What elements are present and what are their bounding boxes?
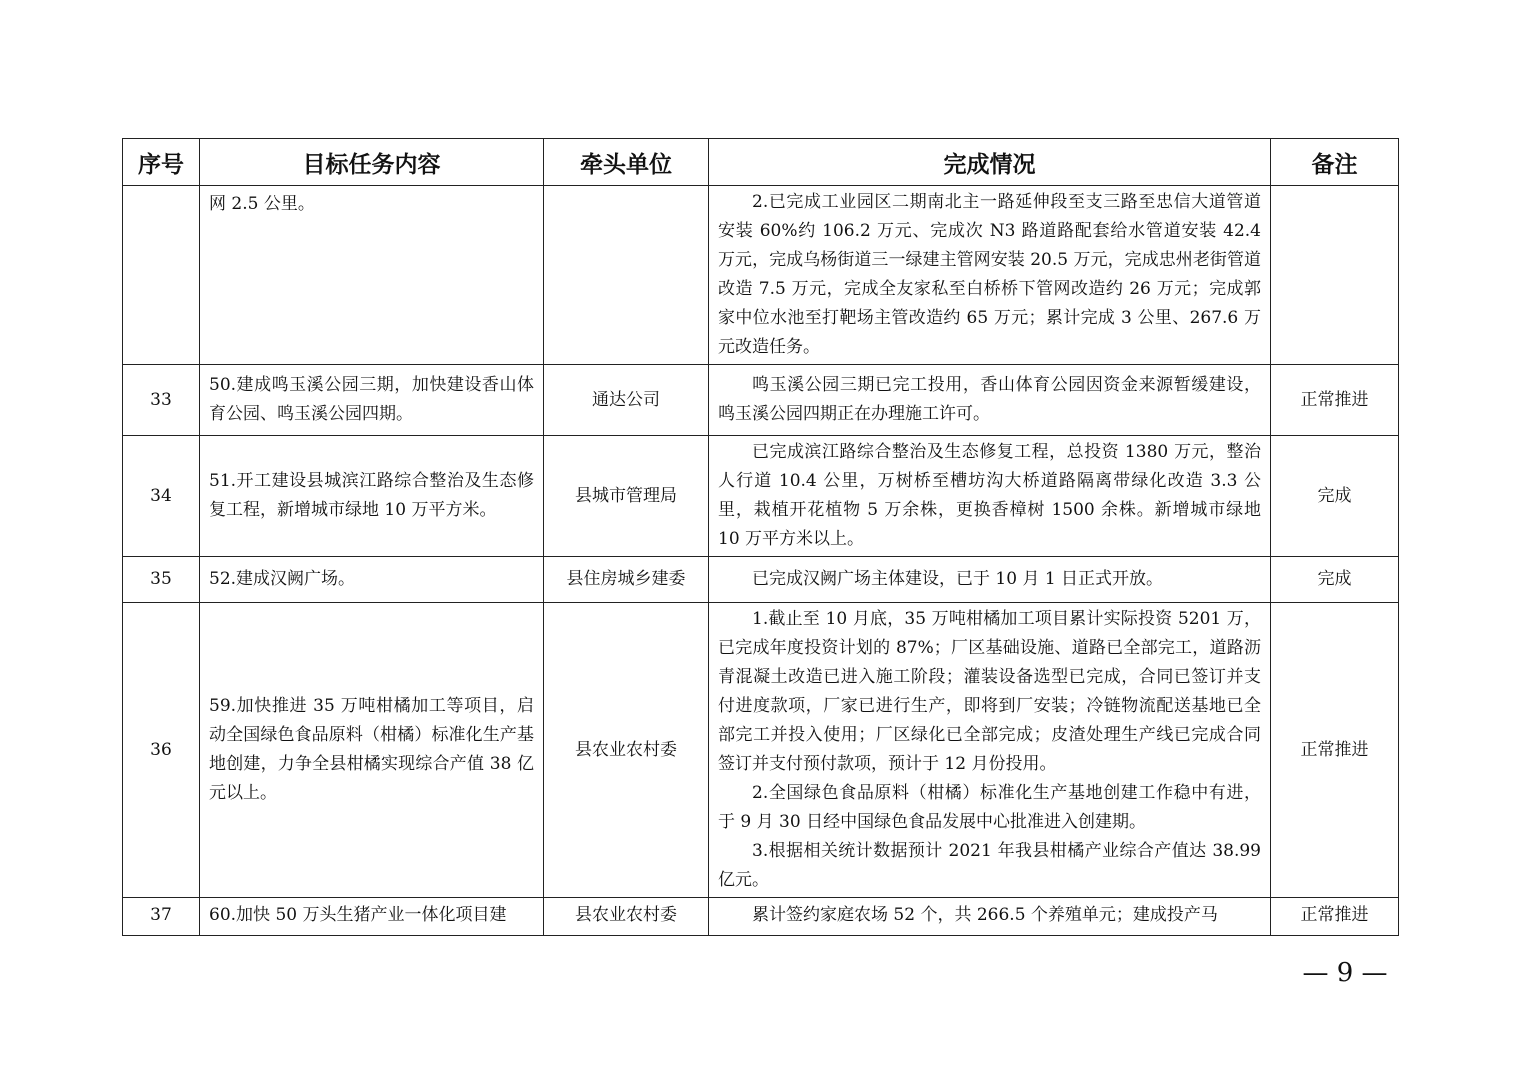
table-row xyxy=(123,898,1399,936)
status-paragraph: 1.截止至 10 月底，35 万吨柑橘加工项目累计实际投资 5201 万，已完成年度投资计划的 87%；厂区基础设施、道路已全部完工，道路沥青混凝土改造已进入施工阶段；灌装设备选型已完成，合同已签订并支付进度款项，厂家已进行生产，即将到厂安装；冷链物流配送基地已全部完工并投入使用；厂区绿化已全部完成；皮渣处理生产线已完成合同签订并支付预付款项，预计于 12 月份投用。 xyxy=(718,609,1261,774)
row-task: 60.加快 50 万头生猪产业一体化项目建 xyxy=(200,898,544,936)
row-task: 52.建成汉阙广场。 xyxy=(200,557,544,603)
header-no: 序号 xyxy=(123,139,200,186)
row-remark xyxy=(1271,186,1399,365)
table-row xyxy=(123,557,1399,603)
row-unit xyxy=(544,186,709,365)
status-paragraph: 2.全国绿色食品原料（柑橘）标准化生产基地创建工作稳中有进，于 9 月 30 日经中国绿色食品发展中心批准进入创建期。 xyxy=(718,783,1261,832)
table-row xyxy=(123,436,1399,557)
row-unit: 县住房城乡建委 xyxy=(544,557,709,603)
table-row xyxy=(123,186,1399,365)
row-task: 59.加快推进 35 万吨柑橘加工等项目，启动全国绿色食品原料（柑橘）标准化生产基地创建，力争全县柑橘实现综合产值 38 亿元以上。 xyxy=(200,603,544,898)
row-status xyxy=(709,603,1271,898)
progress-table xyxy=(122,138,1399,936)
row-status xyxy=(709,557,1271,603)
page-number: — 9 — xyxy=(1302,958,1388,988)
row-no: 33 xyxy=(123,365,200,436)
row-remark: 正常推进 xyxy=(1271,365,1399,436)
row-remark: 完成 xyxy=(1271,436,1399,557)
row-status xyxy=(709,436,1271,557)
header-unit: 牵头单位 xyxy=(544,139,709,186)
row-no: 34 xyxy=(123,436,200,557)
row-unit: 县农业农村委 xyxy=(544,603,709,898)
row-remark: 完成 xyxy=(1271,557,1399,603)
row-no: 35 xyxy=(123,557,200,603)
row-status xyxy=(709,898,1271,936)
row-remark: 正常推进 xyxy=(1271,603,1399,898)
row-remark: 正常推进 xyxy=(1271,898,1399,936)
row-no: 37 xyxy=(123,898,200,936)
row-no: 36 xyxy=(123,603,200,898)
status-paragraph: 2.已完成工业园区二期南北主一路延伸段至支三路至忠信大道管道安装 60%约 106.2 万元、完成次 N3 路道路配套给水管道安装 42.4 万元，完成乌杨街道三一绿建主管网安装 20.5 万元，完成忠州老街管道改造 7.5 万元，完成全友家私至白桥桥下管网改造约 26 万元；完成郭家中位水池至打靶场主管改造约 65 万元；累计完成 3 公里、267.6 万元改造任务。 xyxy=(718,192,1261,357)
header-task: 目标任务内容 xyxy=(200,139,544,186)
row-unit: 县农业农村委 xyxy=(544,898,709,936)
row-unit: 县城市管理局 xyxy=(544,436,709,557)
row-status xyxy=(709,186,1271,365)
header-remark: 备注 xyxy=(1271,139,1399,186)
status-paragraph: 已完成汉阙广场主体建设，已于 10 月 1 日正式开放。 xyxy=(752,569,1164,589)
status-paragraph: 累计签约家庭农场 52 个，共 266.5 个养殖单元；建成投产马 xyxy=(752,905,1218,925)
row-task: 51.开工建设县城滨江路综合整治及生态修复工程，新增城市绿地 10 万平方米。 xyxy=(200,436,544,557)
status-paragraph: 已完成滨江路综合整治及生态修复工程，总投资 1380 万元，整治人行道 10.4 公里，万树桥至槽坊沟大桥道路隔离带绿化改造 3.3 公里，栽植开花植物 5 万余株，更换香樟树 1500 余株。新增城市绿地 10 万平方米以上。 xyxy=(718,442,1261,549)
status-paragraph: 3.根据相关统计数据预计 2021 年我县柑橘产业综合产值达 38.99 亿元。 xyxy=(718,841,1261,890)
table-row xyxy=(123,365,1399,436)
row-status xyxy=(709,365,1271,436)
row-no xyxy=(123,186,200,365)
header-status: 完成情况 xyxy=(709,139,1271,186)
row-task: 50.建成鸣玉溪公园三期，加快建设香山体育公园、鸣玉溪公园四期。 xyxy=(200,365,544,436)
status-paragraph: 鸣玉溪公园三期已完工投用，香山体育公园因资金来源暂缓建设，鸣玉溪公园四期正在办理施工许可。 xyxy=(718,375,1261,424)
table-header-row xyxy=(123,139,1399,186)
table-row xyxy=(123,603,1399,898)
row-unit: 通达公司 xyxy=(544,365,709,436)
row-task: 网 2.5 公里。 xyxy=(200,186,544,365)
